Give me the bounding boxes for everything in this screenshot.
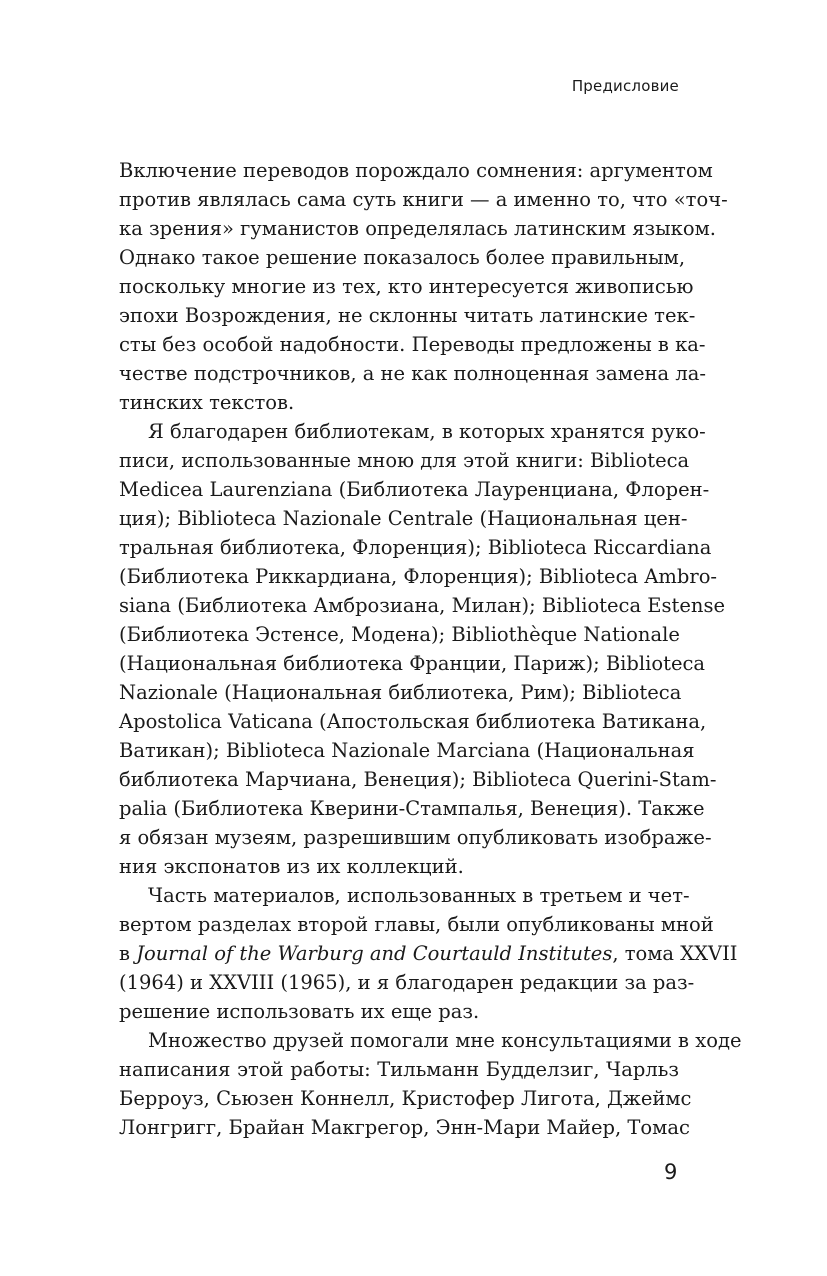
text-fragment: в (119, 942, 137, 965)
journal-title: Journal of the Warburg and Courtauld Institutes (136, 942, 613, 965)
text-line: Включение переводов порождало сомнения: аргументом (119, 159, 713, 182)
body-text (119, 156, 742, 1142)
text-line: ка зрения» гуманистов определялась латинским языком. (119, 217, 716, 240)
text-line: тральная библиотека, Флоренция); Biblioteca Riccardiana (119, 536, 712, 559)
text-line: тинских текстов. (119, 391, 295, 414)
text-line: ния экспонатов из их коллекций. (119, 855, 464, 878)
text-line: я обязан музеям, разрешившим опубликовать изображе- (119, 826, 712, 849)
text-line: Я благодарен библиотекам, в которых хранятся руко- (148, 420, 706, 443)
text-line: (Национальная библиотека Франции, Париж); Biblioteca (119, 652, 706, 675)
text-fragment: , тома XXVII (612, 942, 738, 965)
text-line: Часть материалов, использованных в третьем и чет- (148, 884, 690, 907)
text-line: Medicea Laurenziana (Библиотека Лауренциана, Флорен- (119, 478, 710, 501)
text-line: siana (Библиотека Амброзиана, Милан); Biblioteca Estense (119, 594, 726, 617)
text-line: (Библиотека Риккардиана, Флоренция); Biblioteca Ambro- (119, 565, 718, 588)
text-line: Берроуз, Сьюзен Коннелл, Кристофер Лигота, Джеймс (119, 1087, 692, 1110)
text-line: поскольку многие из тех, кто интересуется живописью (119, 275, 694, 298)
text-line: Apostolica Vaticana (Апостольская библиотека Ватикана, (119, 710, 707, 733)
page-number: 9 (664, 1160, 678, 1184)
text-line: Ватикан); Biblioteca Nazionale Marciana (Национальная (119, 739, 695, 762)
paragraph-4 (119, 1026, 742, 1142)
text-line: честве подстрочников, а не как полноценная замена ла- (119, 362, 706, 385)
text-line: (1964) и XXVIII (1965), и я благодарен редакции за раз- (119, 971, 695, 994)
journal-citation-line (119, 939, 738, 968)
paragraph-2 (119, 417, 726, 881)
text-line: написания этой работы: Тильманн Будделзиг, Чарльз (119, 1058, 679, 1081)
text-line: Однако такое решение показалось более правильным, (119, 246, 686, 269)
text-line: решение использовать их еще раз. (119, 1000, 480, 1023)
paragraph-3 (119, 881, 738, 1026)
running-head: Предисловие (571, 77, 679, 95)
text-line: эпохи Возрождения, не склонны читать латинские тек- (119, 304, 696, 327)
text-line: Множество друзей помогали мне консультациями в ходе (148, 1029, 742, 1052)
text-line: против являлась сама суть книги — а именно то, что «точ- (119, 188, 728, 211)
text-line: ция); Biblioteca Nazionale Centrale (Национальная цен- (119, 507, 688, 530)
text-line: вертом разделах второй главы, были опубликованы мной (119, 913, 714, 936)
text-line: сты без особой надобности. Переводы предложены в ка- (119, 333, 706, 356)
text-line: (Библиотека Эстенсе, Модена); Bibliothèque Nationale (119, 623, 680, 646)
text-line: библиотека Марчиана, Венеция); Biblioteca Querini-Stam- (119, 768, 717, 791)
paragraph-1 (119, 156, 728, 417)
text-line: palia (Библиотека Кверини-Стампалья, Венеция). Также (119, 797, 705, 820)
text-line: писи, использованные мною для этой книги: Biblioteca (119, 449, 690, 472)
text-line: Лонгригг, Брайан Макгрегор, Энн-Мари Майер, Томас (119, 1116, 690, 1139)
text-line: Nazionale (Национальная библиотека, Рим); Biblioteca (119, 681, 682, 704)
